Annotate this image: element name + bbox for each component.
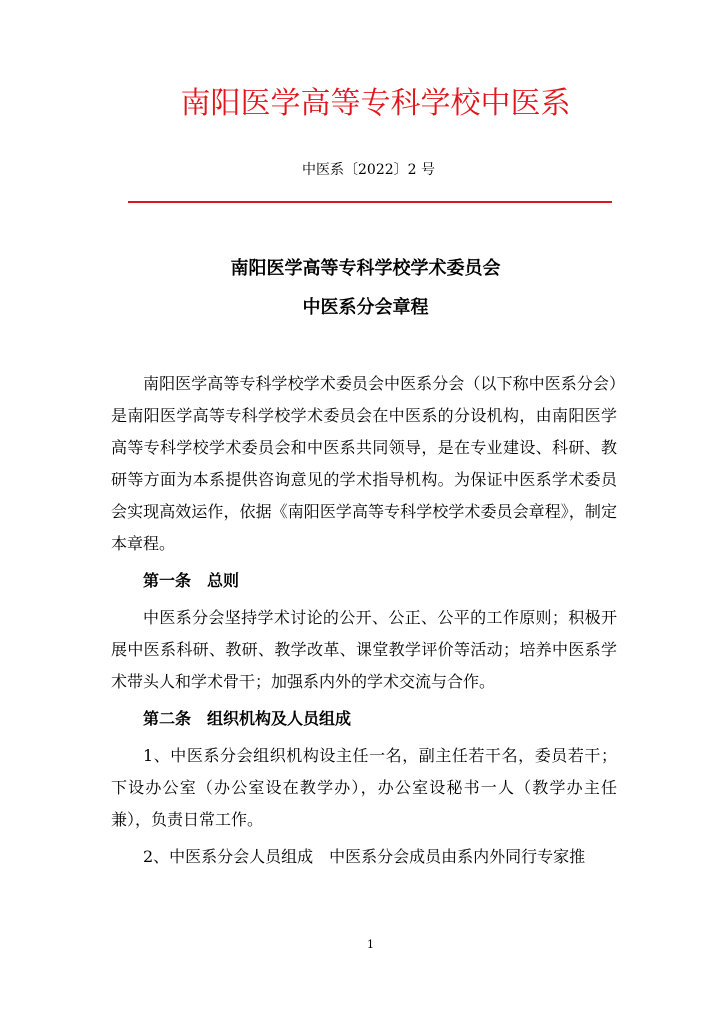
red-divider-line <box>128 201 612 203</box>
document-title-line-2: 中医系分会章程 <box>302 297 429 318</box>
org-title: 南阳医学高等专科学校中医系 <box>180 86 571 121</box>
article-2-item-2: 2、中医系分会人员组成 中医系分会成员由系内外同行专家推 <box>143 847 586 866</box>
article-2-heading: 第二条 组织机构及人员组成 <box>143 709 352 728</box>
document-number: 中医系〔2022〕2 号 <box>302 162 435 178</box>
article-1-heading: 第一条 总则 <box>143 571 240 590</box>
article-1-paragraph: 中医系分会坚持学术讨论的公开、公正、公平的工作原则；积极开展中医系科研、教研、教学改革、课堂教学评价等活动；培养中医系学术带头人和学术骨干；加强系内外的学术交流与合作。 <box>111 608 617 691</box>
article-2-item-1: 1、中医系分会组织机构设主任一名，副主任若干名，委员若干；下设办公室（办公室设在教学办），办公室设秘书一人（教学办主任兼），负责日常工作。 <box>111 746 617 829</box>
document-body <box>111 368 617 873</box>
intro-paragraph: 南阳医学高等专科学校学术委员会中医系分会（以下称中医系分会）是南阳医学高等专科学校学术委员会在中医系的分设机构，由南阳医学高等专科学校学术委员会和中医系共同领导，是在专业建设、科研、教研等方面为本系提供咨询意见的学术指导机构。为保证中医系学术委员会实现高效运作，依据《南阳医学高等专科学校学术委员会章程》，制定本章程。 <box>111 374 617 553</box>
page-number: 1 <box>367 938 374 951</box>
document-title-line-1: 南阳医学高等专科学校学术委员会 <box>230 258 501 279</box>
